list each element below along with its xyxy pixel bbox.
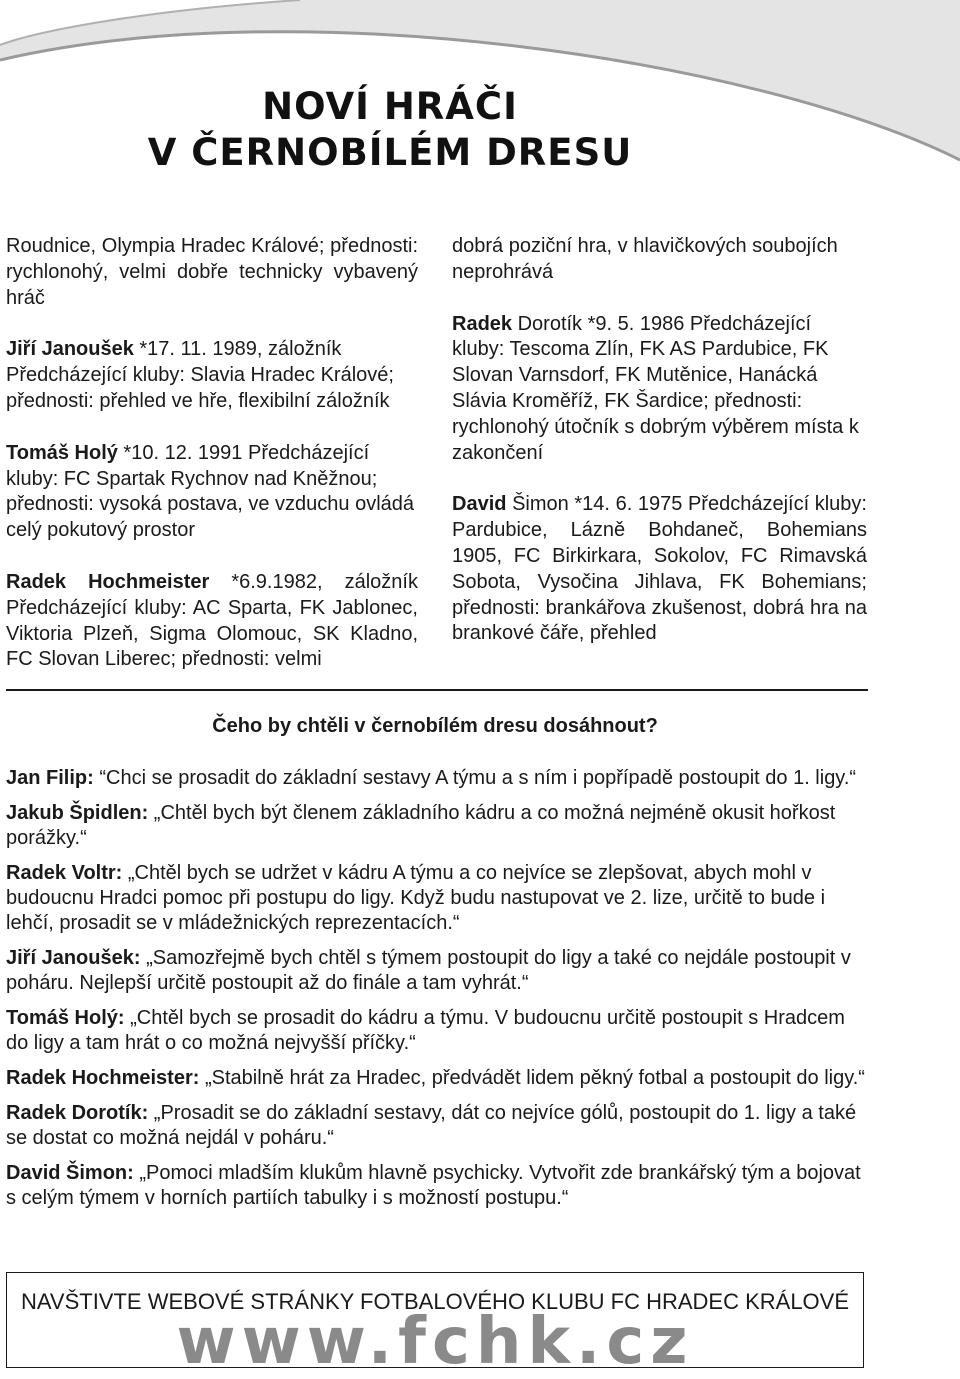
player-profile-text: Dorotík *9. 5. 1986 Předcházející kluby: Tescoma Zlín, FK AS Pardubice, FK Slovan Varnsdorf, FK Mutěnice, Hanácká Slávia Kroměříž, FK Šardice; přednosti: rychlonohý útočník s dobrým výběrem místa k zakončení <box>452 312 859 464</box>
quote-author: Radek Dorotík: <box>6 1102 149 1124</box>
quote-author: Radek Voltr: <box>6 862 123 884</box>
player-profile-text: *6.9.1982, záložník Předcházející kluby: AC Sparta, FK Jablonec, Viktoria Plzeň, Sigma Olomouc, SK Kladno, FC Slovan Liberec; přednosti: velmi <box>6 570 418 671</box>
player-name: Radek <box>452 312 513 335</box>
quote-item <box>6 1101 868 1151</box>
right-column <box>452 234 867 673</box>
player-profile <box>6 337 418 414</box>
quote-item <box>6 801 868 851</box>
quote-author: Jakub Špidlen: <box>6 802 149 824</box>
quote-text: „Pomoci mladším klukům hlavně psychicky. Vytvořit zde brankářský tým a bojovat s celým týmem v horních partiích tabulky i s možností postupu.“ <box>6 1162 861 1209</box>
banner-text: NAVŠTIVTE WEBOVÉ STRÁNKY FOTBALOVÉHO KLUBU FC HRADEC KRÁLOVÉ <box>20 1289 850 1314</box>
left-column <box>6 234 418 699</box>
quote-item <box>6 1161 868 1211</box>
quote-author: Radek Hochmeister: <box>6 1067 200 1089</box>
player-profile-text: Šimon *14. 6. 1975 Předcházející kluby: Pardubice, Lázně Bohdaneč, Bohemians 1905, FC Birkirkara, Sokolov, FC Rimavská Sobota, Vysočina Jihlava, FK Bohemians; přednosti: brankářova zkušenost, dobrá hra na brankové čáře, přehled <box>452 493 867 645</box>
quote-text: „Chtěl bych být členem základního kádru a co možná nejméně okusit hořkost porážky.“ <box>6 802 836 849</box>
player-profile <box>6 234 418 311</box>
quote-author: Tomáš Holý: <box>6 1007 125 1029</box>
quote-author: Jiří Janoušek: <box>6 947 141 969</box>
player-profile <box>6 570 418 673</box>
quote-text: “Chci se prosadit do základní sestavy A týmu a s ním i popřípadě postoupit do 1. ligy.“ <box>93 767 857 789</box>
quote-text: „Samozřejmě bych chtěl s týmem postoupit do ligy a také co nejdále postoupit v poháru. Nejlepší určitě postoupit až do finále a tam vyhrát.“ <box>6 947 851 994</box>
player-name: David <box>452 493 507 516</box>
player-profile <box>6 441 418 544</box>
player-quotes <box>6 766 868 1221</box>
website-banner[interactable] <box>6 1272 864 1379</box>
player-profile <box>452 492 867 647</box>
player-profile-text: dobrá poziční hra, v hlavičkových soubojích neprohrává <box>452 235 838 283</box>
quote-text: „Chtěl bych se prosadit do kádru a týmu. V budoucnu určitě postoupit s Hradcem do ligy a tam hrát o co možná nejvyšší příčky.“ <box>6 1007 845 1054</box>
player-name: Jiří Janoušek <box>6 338 134 361</box>
quote-text: „Chtěl bych se udržet v kádru A týmu a co nejvíce se zlepšovat, abych mohl v budoucnu Hradci pomoc při postupu do ligy. Když budu nastupovat ve 2. lize, určitě to bude i lehčí, prosadit se v mládežnických reprezentacích.“ <box>6 862 826 934</box>
section-question: Čeho by chtěli v černobílém dresu dosáhnout? <box>212 715 658 737</box>
player-profile <box>452 312 867 467</box>
quote-author: Jan Filip: <box>6 767 94 789</box>
quote-item <box>6 1006 868 1056</box>
quote-item <box>6 861 868 936</box>
player-profile-text: *10. 12. 1991 Předcházející kluby: FC Spartak Rychnov nad Kněžnou; přednosti: vysoká postava, ve vzduchu ovládá celý pokutový prostor <box>6 441 415 542</box>
page-title-line-2: V ČERNOBÍLÉM DRESU <box>147 131 633 174</box>
quote-item <box>6 1066 868 1091</box>
player-profile <box>452 234 867 286</box>
website-url[interactable]: www.fchk.cz <box>176 1305 694 1379</box>
player-name: Radek Hochmeister <box>6 570 210 593</box>
player-profile-text: *17. 11. 1989, záložník Předcházející kluby: Slavia Hradec Králové; přednosti: přehled ve hře, flexibilní záložník <box>6 338 394 412</box>
quote-author: David Šimon: <box>6 1162 134 1184</box>
player-name: Tomáš Holý <box>6 441 118 464</box>
page-title-line-1: NOVÍ HRÁČI <box>262 85 518 128</box>
quote-text: „Stabilně hrát za Hradec, předvádět lidem pěkný fotbal a postoupit do ligy.“ <box>199 1067 865 1089</box>
section-divider <box>6 689 868 691</box>
quote-item <box>6 946 868 996</box>
player-profile-text: Roudnice, Olympia Hradec Králové; přednosti: rychlonohý, velmi dobře technicky vybavený hráč <box>6 235 418 309</box>
quote-item <box>6 766 868 791</box>
quote-text: „Prosadit se do základní sestavy, dát co nejvíce gólů, postoupit do 1. ligy a také se dostat co možná nejdál v poháru.“ <box>6 1102 857 1149</box>
